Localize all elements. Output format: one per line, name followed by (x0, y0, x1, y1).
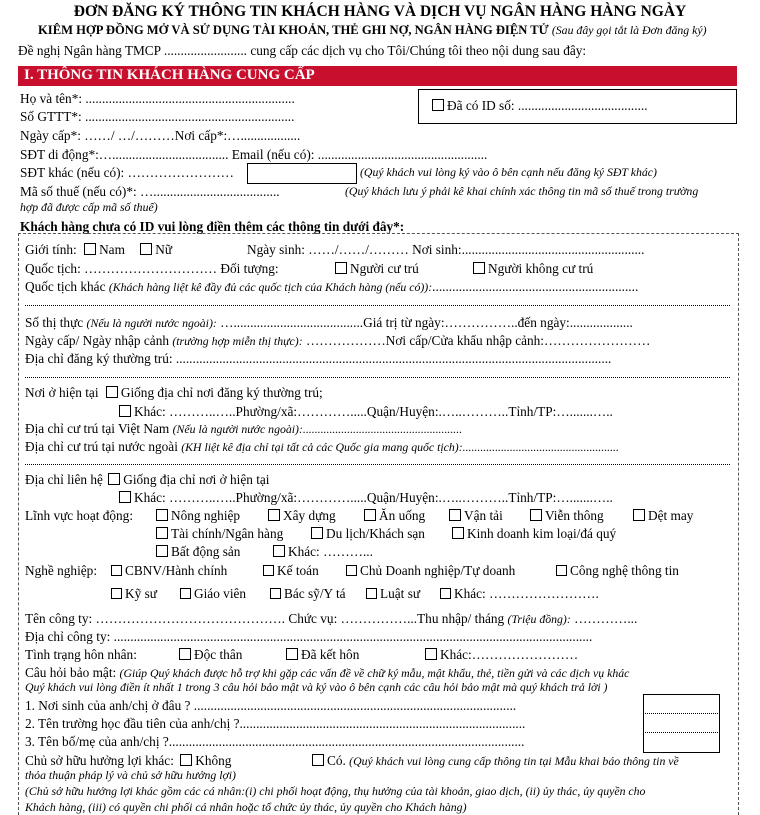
job-option-label: Chủ Doanh nghiệp/Tự doanh (360, 563, 516, 578)
resident-option[interactable] (335, 262, 419, 275)
same-current-checkbox[interactable] (108, 473, 120, 485)
security-question-2[interactable]: 2. Tên trường học đầu tiên của anh/chị ?...................................................................................... (25, 716, 526, 731)
field-checkbox[interactable] (156, 527, 168, 539)
vn-address-field[interactable] (25, 422, 462, 436)
existing-id-checkbox[interactable] (432, 99, 444, 111)
other-address-1-checkbox[interactable] (119, 405, 131, 417)
single-label: Độc thân (194, 647, 243, 662)
female-label: Nữ (155, 242, 173, 257)
security-row (25, 666, 629, 680)
beneficial-yes-note: (Quý khách vui lòng cung cấp thông tin tại Mẫu khai báo thông tin về (349, 754, 679, 768)
non-resident-label: Người không cư trú (488, 261, 594, 276)
tax-note-2: hợp đã được cấp mã số thuế) (20, 200, 158, 214)
beneficial-yes-option[interactable] (312, 754, 679, 768)
field-option-label: Xây dựng (283, 508, 336, 523)
marital-other-option[interactable] (425, 648, 578, 661)
security-signature-divider (643, 713, 718, 714)
job-checkbox[interactable] (111, 588, 122, 599)
field-option[interactable] (268, 509, 336, 522)
job-option-label: Luật sư (380, 586, 421, 601)
beneficial-no-label: Không (195, 753, 232, 768)
married-option[interactable] (286, 648, 359, 661)
other-nationality-field[interactable] (25, 280, 638, 294)
field-option[interactable] (156, 545, 240, 558)
visa-field[interactable] (25, 316, 633, 330)
field-option[interactable] (449, 509, 503, 522)
company-text: Tên công ty: ……………………………………. Chức vụ: ……………...Thu nhập/ tháng (25, 611, 505, 626)
field-option[interactable] (452, 527, 616, 540)
job-option-label: CBNV/Hành chính (125, 563, 228, 578)
field-checkbox[interactable] (530, 509, 542, 521)
field-option-label: Kinh doanh kim loại/đá quý (467, 526, 617, 541)
form-title: ĐƠN ĐĂNG KÝ THÔNG TIN KHÁCH HÀNG VÀ DỊCH VỤ NGÂN HÀNG HÀNG NGÀY (73, 3, 687, 20)
visa-note: (Nếu là người nước ngoài): (86, 316, 217, 330)
current-address-label: Nơi ở hiện tại (25, 385, 99, 400)
job-checkbox[interactable] (346, 565, 357, 576)
job-option-label: Giáo viên (194, 586, 247, 601)
field-option[interactable] (364, 509, 425, 522)
company-field[interactable] (25, 612, 637, 626)
field-option-label: Nông nghiệp (171, 508, 241, 523)
job-option-label: Kỹ sư (125, 586, 157, 601)
job-checkbox[interactable] (111, 565, 122, 576)
tax-code-field[interactable]: Mã số thuế (nếu có)*: …...................................... (20, 184, 280, 199)
existing-id-option[interactable] (432, 99, 648, 112)
field-option-label: Vận tải (464, 508, 503, 523)
non-resident-option[interactable] (473, 262, 593, 275)
tax-note: (Quý khách lưu ý phải kê khai chính xác thông tin mã số thuế trong trường (345, 184, 699, 198)
field-checkbox[interactable] (449, 509, 461, 521)
field-option-label: Tài chính/Ngân hàng (171, 526, 284, 541)
married-label: Đã kết hôn (301, 647, 360, 662)
field-checkbox[interactable] (273, 545, 285, 557)
field-checkbox[interactable] (156, 509, 168, 521)
marital-other-checkbox[interactable] (425, 648, 437, 660)
income-dots: …………... (574, 611, 638, 626)
beneficial-yes-checkbox[interactable] (312, 754, 324, 766)
job-option-label: Bác sỹ/Y tá (284, 586, 346, 601)
field-label: Lĩnh vực hoạt động: (25, 508, 134, 523)
single-option[interactable] (179, 648, 242, 661)
job-option[interactable] (366, 587, 420, 600)
job-option[interactable] (440, 587, 599, 600)
same-perm-label: Giống địa chỉ nơi đăng ký thường trú; (120, 385, 323, 400)
issue-field[interactable]: Ngày cấp*: ……/ …/………Nơi cấp*:….................. (20, 128, 301, 143)
field-checkbox[interactable] (268, 509, 280, 521)
foreign-address-note: (KH liệt kê địa chỉ tại tất cả các Quốc gia mang quốc tịch):..................................................... (181, 440, 619, 454)
job-checkbox[interactable] (440, 588, 451, 599)
married-checkbox[interactable] (286, 648, 298, 660)
security-question-3[interactable]: 3. Tên bố/mẹ của anh/chị ?........................................................................................................... (25, 734, 525, 749)
job-option-label: Khác: ……………………. (454, 586, 599, 601)
other-address-2[interactable] (119, 491, 613, 504)
field-option[interactable] (530, 509, 604, 522)
job-option[interactable] (111, 587, 157, 600)
current-address-row (25, 386, 323, 399)
male-label: Nam (99, 242, 125, 257)
job-checkbox[interactable] (180, 588, 191, 599)
form-subtitle (38, 24, 707, 37)
foreign-address-line[interactable] (25, 464, 730, 465)
new-customer-heading: Khách hàng chưa có ID vui lòng điền thêm các thông tin dưới đây*: (20, 219, 405, 234)
resident-label: Người cư trú (350, 261, 419, 276)
visa-label: Số thị thực (25, 315, 84, 330)
same-perm-checkbox[interactable] (106, 386, 118, 398)
other-address-2-text: Khác: ………..…..Phường/xã:………….....Quận/Huyện:.…..………..Tỉnh/TP:….......….. (134, 490, 613, 505)
form-subtitle-main: KIÊM HỢP ĐỒNG MỞ VÀ SỬ DỤNG TÀI KHOẢN, THẺ GHI NỢ, NGÂN HÀNG ĐIỆN TỬ (38, 23, 549, 37)
entry-field[interactable] (25, 334, 650, 348)
foreign-address-label: Địa chỉ cư trú tại nước ngoài (25, 439, 178, 454)
id-number-field[interactable]: Số GTTT*: ............................................................... (20, 109, 295, 124)
other-address-1[interactable] (119, 405, 613, 418)
field-checkbox[interactable] (452, 527, 464, 539)
dob-field[interactable]: Ngày sinh: ……/……/……… Nơi sinh:....................................................... (247, 242, 645, 257)
job-label: Nghề nghiệp: (25, 563, 98, 578)
security-note-2: Quý khách vui lòng điền ít nhất 1 trong 3 câu hỏi bảo mật và ký vào ô bên cạnh các câu hỏi bảo mật mà quý khách trả lời ) (25, 680, 608, 694)
beneficial-no-checkbox[interactable] (180, 754, 192, 766)
security-note-1: (Giúp Quý khách được hỗ trợ khi gặp các vấn đề về chữ ký mẫu, mật khẩu, thẻ, tiền gửi và các dịch vụ khác (119, 666, 630, 680)
beneficial-label: Chủ sở hữu hưởng lợi khác: (25, 753, 174, 768)
field-checkbox[interactable] (364, 509, 376, 521)
field-option-label: Bất động sản (171, 544, 241, 559)
job-checkbox[interactable] (556, 565, 567, 576)
other-nationality-note: (Khách hàng liệt kê đầy đủ các quốc tịch của Khách hàng (nếu có)): (108, 280, 433, 294)
field-option-label: Ăn uống (379, 508, 426, 523)
field-option[interactable] (156, 527, 283, 540)
entry-label: Ngày cấp/ Ngày nhập cảnh (25, 333, 169, 348)
job-option[interactable] (270, 587, 346, 600)
marital-label: Tình trạng hôn nhân: (25, 647, 137, 662)
marital-other-label: Khác:…………………… (440, 647, 579, 662)
same-current-label: Giống địa chỉ nơi ở hiện tại (123, 472, 270, 487)
request-line: Đề nghị Ngân hàng TMCP ......................... cung cấp các dịch vụ cho Tôi/Chúng tôi theo nội dung sau đây: (18, 43, 587, 58)
beneficial-definition-2: Khách hàng, (iii) có quyền chi phối cá nhân hoặc tổ chức ủy thác, ủy quyền cho Khách hàng) (25, 800, 467, 814)
female-checkbox[interactable] (140, 243, 152, 255)
resident-checkbox[interactable] (335, 262, 347, 274)
job-option-label: Kế toán (277, 563, 319, 578)
job-option[interactable] (180, 587, 246, 600)
field-option-label: Khác: ………... (288, 544, 373, 559)
beneficial-yes-label: Có. (327, 753, 346, 768)
income-unit: (Triệu đồng): (507, 612, 571, 626)
field-option[interactable] (156, 509, 240, 522)
perm-address-field[interactable]: Địa chỉ đăng ký thường trú: ................................................................................................................................... (25, 351, 612, 366)
field-option[interactable] (273, 545, 373, 558)
job-option[interactable] (263, 564, 319, 577)
phone-field[interactable]: SĐT di động*:…................................... Email (nếu có): ................................................... (20, 147, 488, 162)
other-address-2-checkbox[interactable] (119, 491, 131, 503)
other-address-1-text: Khác: ………..…..Phường/xã:………….....Quận/Huyện:.…..………..Tỉnh/TP:….......….. (134, 404, 613, 419)
field-option-label: Viễn thông (545, 508, 604, 523)
male-checkbox[interactable] (84, 243, 96, 255)
full-name-field[interactable]: Họ và tên*: ............................................................... (20, 91, 295, 106)
job-option[interactable] (556, 564, 679, 577)
contact-address-row (25, 473, 270, 486)
form-subtitle-note: (Sau đây gọi tắt là Đơn đăng ký) (551, 23, 707, 37)
job-checkbox[interactable] (366, 588, 377, 599)
beneficial-row (25, 754, 231, 767)
field-checkbox[interactable] (311, 527, 323, 539)
non-resident-checkbox[interactable] (473, 262, 485, 274)
beneficial-definition-1: (Chủ sở hữu hưởng lợi khác gồm các cá nhân:(i) chi phối hoạt động, thụ hưởng của tài khoản, giao dịch, (ii) ủy thác, ủy quyền cho (25, 784, 646, 798)
existing-id-label: Đã có ID số: ....................................... (447, 98, 648, 113)
entry-rest: ………………Nơi cấp/Cửa khẩu nhập cảnh:…………………… (305, 333, 651, 348)
security-question-1[interactable]: 1. Nơi sinh của anh/chị ở đâu ? ................................................................................................. (25, 698, 517, 713)
other-nationality-label: Quốc tịch khác (25, 279, 106, 294)
job-option[interactable] (346, 564, 515, 577)
section-1-title: I. THÔNG TIN KHÁCH HÀNG CUNG CẤP (24, 67, 315, 83)
field-option-label: Dệt may (648, 508, 694, 523)
phone-other-signature-box[interactable] (247, 163, 357, 184)
company-address-field[interactable]: Địa chỉ công ty: ................................................................................................................................................ (25, 629, 593, 644)
foreign-address-field[interactable] (25, 440, 619, 454)
security-label: Câu hỏi bảo mật: (25, 665, 117, 680)
nationality-field[interactable]: Quốc tịch: ………………………… Đối tượng: (25, 261, 279, 276)
phone-other-note: (Quý khách vui lòng ký vào ô bên cạnh nếu đăng ký SĐT khác) (360, 165, 657, 179)
beneficial-yes-note-2: thỏa thuận pháp lý và chủ sở hữu hưởng lợi) (25, 768, 236, 782)
single-checkbox[interactable] (179, 648, 191, 660)
job-option[interactable] (111, 564, 227, 577)
vn-address-label: Địa chỉ cư trú tại Việt Nam (25, 421, 170, 436)
job-checkbox[interactable] (270, 588, 281, 599)
section-1-header (18, 66, 737, 86)
phone-other-field[interactable]: SĐT khác (nếu có): …………………… (20, 165, 234, 180)
entry-note: (trường hợp miễn thị thực): (172, 334, 303, 348)
security-signature-box[interactable] (643, 694, 720, 753)
job-checkbox[interactable] (263, 565, 274, 576)
field-option-label: Du lịch/Khách sạn (326, 526, 425, 541)
other-nationality-line[interactable] (25, 305, 730, 306)
perm-address-line[interactable] (25, 377, 730, 378)
contact-address-label: Địa chỉ liên hệ (25, 472, 103, 487)
job-option-label: Công nghệ thông tin (570, 563, 679, 578)
field-option[interactable] (633, 509, 693, 522)
gender-row (25, 243, 172, 256)
other-nationality-dots: .............................................................. (432, 279, 639, 294)
field-checkbox[interactable] (156, 545, 168, 557)
field-option[interactable] (311, 527, 425, 540)
field-checkbox[interactable] (633, 509, 645, 521)
gender-label: Giới tính: (25, 242, 77, 257)
visa-rest: ….......................................Giá trị từ ngày:……………..đến ngày:................... (220, 315, 633, 330)
security-signature-divider (643, 732, 718, 733)
vn-address-note: (Nếu là người nước ngoài):...................................................... (172, 422, 463, 436)
